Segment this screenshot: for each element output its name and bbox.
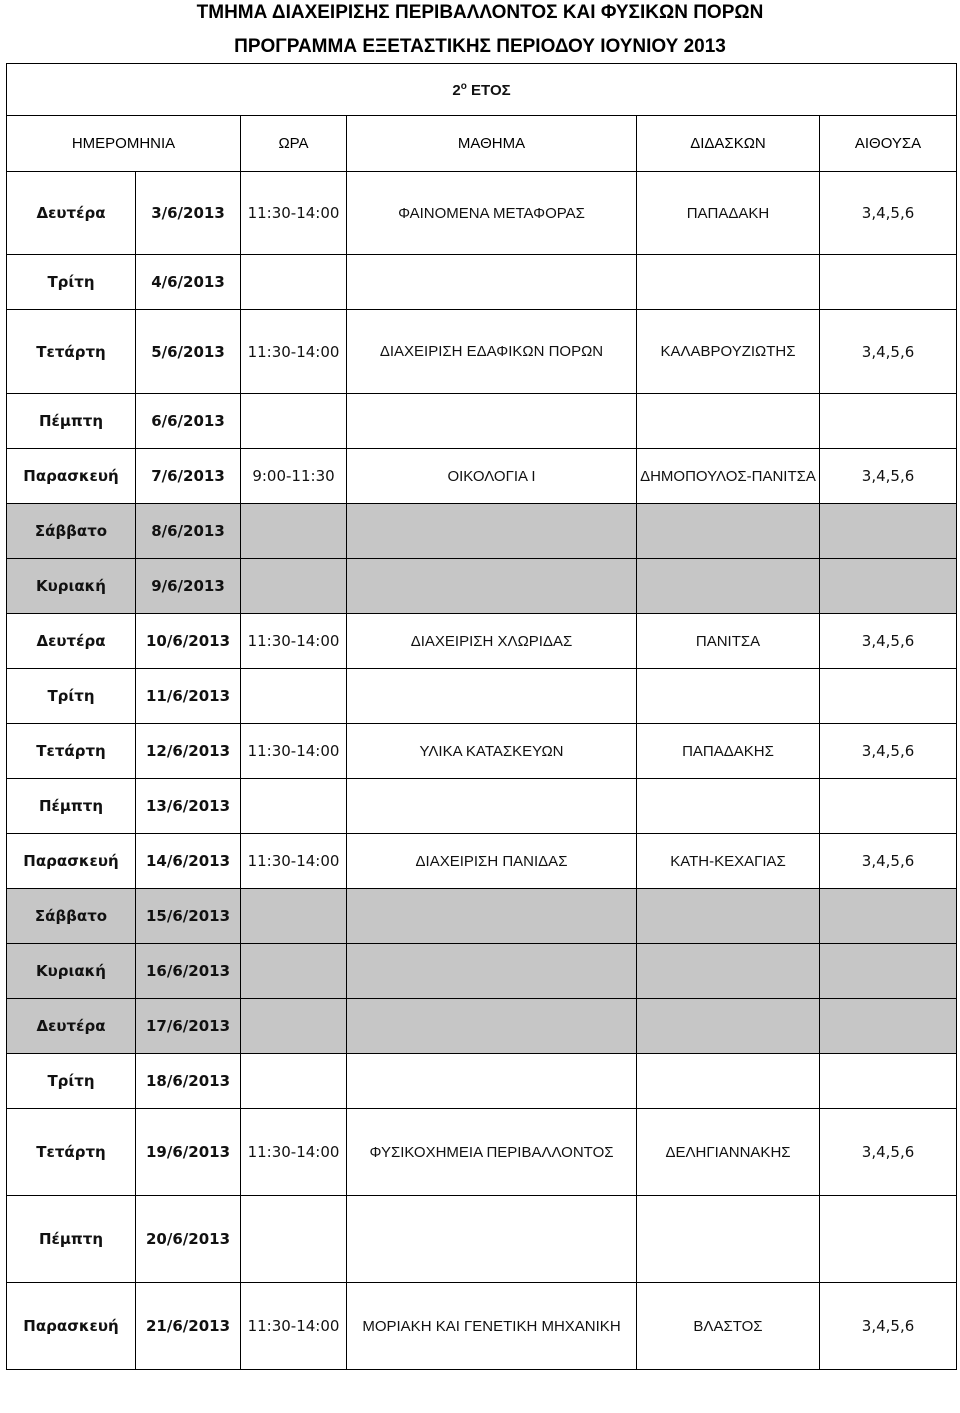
course-cell: ΦΥΣΙΚΟΧΗΜΕΙΑ ΠΕΡΙΒΑΛΛΟΝΤΟΣ	[347, 1109, 637, 1196]
room-cell: 3,4,5,6	[820, 1109, 957, 1196]
time-cell: 11:30-14:00	[241, 1283, 347, 1370]
room-cell	[820, 1054, 957, 1109]
table-row	[7, 559, 957, 614]
course-cell: ΔΙΑΧΕΙΡΙΣΗ ΕΔΑΦΙΚΩΝ ΠΟΡΩΝ	[347, 310, 637, 394]
course-cell	[347, 889, 637, 944]
course-cell: ΥΛΙΚΑ ΚΑΤΑΣΚΕΥΩΝ	[347, 724, 637, 779]
room-cell	[820, 255, 957, 310]
time-cell	[241, 889, 347, 944]
course-cell	[347, 669, 637, 724]
room-cell: 3,4,5,6	[820, 834, 957, 889]
table-row	[7, 394, 957, 449]
course-cell: ΟΙΚΟΛΟΓΙΑ Ι	[347, 449, 637, 504]
day-cell: Παρασκευή	[7, 834, 136, 889]
year-number: 2	[452, 81, 461, 99]
time-cell	[241, 559, 347, 614]
room-cell: 3,4,5,6	[820, 614, 957, 669]
day-cell: Κυριακή	[7, 559, 136, 614]
room-cell: 3,4,5,6	[820, 172, 957, 255]
time-cell: 11:30-14:00	[241, 172, 347, 255]
date-cell: 18/6/2013	[136, 1054, 241, 1109]
table-row	[7, 999, 957, 1054]
teacher-cell	[637, 1054, 820, 1109]
course-cell	[347, 504, 637, 559]
room-cell	[820, 944, 957, 999]
course-cell: ΦΑΙΝΟΜΕΝΑ ΜΕΤΑΦΟΡΑΣ	[347, 172, 637, 255]
teacher-cell: ΚΑΛΑΒΡΟΥΖΙΩΤΗΣ	[637, 310, 820, 394]
date-cell: 12/6/2013	[136, 724, 241, 779]
table-row	[7, 1196, 957, 1283]
day-cell: Σάββατο	[7, 889, 136, 944]
teacher-cell: ΠΑΠΑΔΑΚΗΣ	[637, 724, 820, 779]
room-cell	[820, 669, 957, 724]
date-cell: 6/6/2013	[136, 394, 241, 449]
date-cell: 13/6/2013	[136, 779, 241, 834]
time-cell	[241, 1054, 347, 1109]
exam-schedule-table	[6, 63, 957, 1370]
teacher-cell: ΔΕΛΗΓΙΑΝΝΑΚΗΣ	[637, 1109, 820, 1196]
table-row	[7, 1054, 957, 1109]
table-row	[7, 669, 957, 724]
date-cell: 5/6/2013	[136, 310, 241, 394]
time-cell: 11:30-14:00	[241, 834, 347, 889]
table-row	[7, 449, 957, 504]
time-cell: 11:30-14:00	[241, 724, 347, 779]
teacher-cell	[637, 504, 820, 559]
year-label: ΕΤΟΣ	[471, 81, 511, 99]
course-cell	[347, 1054, 637, 1109]
table-row	[7, 834, 957, 889]
teacher-cell	[637, 559, 820, 614]
room-cell: 3,4,5,6	[820, 1283, 957, 1370]
table-row	[7, 889, 957, 944]
header-teacher: ΔΙΔΑΣΚΩΝ	[637, 116, 820, 172]
room-cell	[820, 394, 957, 449]
teacher-cell	[637, 779, 820, 834]
table-row	[7, 1109, 957, 1196]
teacher-cell: ΠΑΝΙΤΣΑ	[637, 614, 820, 669]
date-cell: 15/6/2013	[136, 889, 241, 944]
table-row	[7, 779, 957, 834]
room-cell	[820, 504, 957, 559]
day-cell: Δευτέρα	[7, 172, 136, 255]
room-cell	[820, 1196, 957, 1283]
date-cell: 20/6/2013	[136, 1196, 241, 1283]
teacher-cell	[637, 889, 820, 944]
time-cell	[241, 669, 347, 724]
program-title: ΠΡΟΓΡΑΜΜΑ ΕΞΕΤΑΣΤΙΚΗΣ ΠΕΡΙΟΔΟΥ ΙΟΥΝΙΟΥ 2013	[234, 36, 726, 57]
date-cell: 7/6/2013	[136, 449, 241, 504]
teacher-cell	[637, 255, 820, 310]
room-cell: 3,4,5,6	[820, 724, 957, 779]
course-cell: ΔΙΑΧΕΙΡΙΣΗ ΧΛΩΡΙΔΑΣ	[347, 614, 637, 669]
course-cell	[347, 559, 637, 614]
header-course: ΜΑΘΗΜΑ	[347, 116, 637, 172]
date-cell: 4/6/2013	[136, 255, 241, 310]
year-row	[7, 64, 957, 116]
date-cell: 14/6/2013	[136, 834, 241, 889]
room-cell	[820, 779, 957, 834]
header-date: ΗΜΕΡΟΜΗΝΙΑ	[7, 116, 241, 172]
table-row	[7, 944, 957, 999]
day-cell: Πέμπτη	[7, 779, 136, 834]
teacher-cell: ΒΛΑΣΤΟΣ	[637, 1283, 820, 1370]
day-cell: Τρίτη	[7, 669, 136, 724]
time-cell: 11:30-14:00	[241, 1109, 347, 1196]
course-cell	[347, 779, 637, 834]
day-cell: Κυριακή	[7, 944, 136, 999]
table-row	[7, 172, 957, 255]
time-cell	[241, 1196, 347, 1283]
column-header-row	[7, 116, 957, 172]
header-time: ΩΡΑ	[241, 116, 347, 172]
course-cell: ΔΙΑΧΕΙΡΙΣΗ ΠΑΝΙΔΑΣ	[347, 834, 637, 889]
teacher-cell	[637, 999, 820, 1054]
teacher-cell	[637, 394, 820, 449]
table-row	[7, 1283, 957, 1370]
date-cell: 10/6/2013	[136, 614, 241, 669]
date-cell: 19/6/2013	[136, 1109, 241, 1196]
date-cell: 8/6/2013	[136, 504, 241, 559]
year-ordinal: ο	[460, 80, 467, 92]
room-cell	[820, 889, 957, 944]
day-cell: Τρίτη	[7, 1054, 136, 1109]
course-cell: ΜΟΡΙΑΚΗ ΚΑΙ ΓΕΝΕΤΙΚΗ ΜΗΧΑΝΙΚΗ	[347, 1283, 637, 1370]
teacher-cell	[637, 944, 820, 999]
time-cell: 9:00-11:30	[241, 449, 347, 504]
time-cell	[241, 504, 347, 559]
course-cell	[347, 999, 637, 1054]
day-cell: Παρασκευή	[7, 449, 136, 504]
header-room: ΑΙΘΟΥΣΑ	[820, 116, 957, 172]
day-cell: Τρίτη	[7, 255, 136, 310]
day-cell: Τετάρτη	[7, 1109, 136, 1196]
teacher-cell: ΠΑΠΑΔΑΚΗ	[637, 172, 820, 255]
table-row	[7, 724, 957, 779]
date-cell: 3/6/2013	[136, 172, 241, 255]
day-cell: Δευτέρα	[7, 614, 136, 669]
course-cell	[347, 1196, 637, 1283]
day-cell: Παρασκευή	[7, 1283, 136, 1370]
teacher-cell	[637, 1196, 820, 1283]
time-cell: 11:30-14:00	[241, 310, 347, 394]
teacher-cell: ΚΑΤΗ-ΚΕΧΑΓΙΑΣ	[637, 834, 820, 889]
course-cell	[347, 255, 637, 310]
room-cell	[820, 999, 957, 1054]
day-cell: Τετάρτη	[7, 724, 136, 779]
time-cell	[241, 999, 347, 1054]
day-cell: Δευτέρα	[7, 999, 136, 1054]
room-cell	[820, 559, 957, 614]
room-cell: 3,4,5,6	[820, 449, 957, 504]
table-row	[7, 255, 957, 310]
department-title: ΤΜΗΜΑ ΔΙΑΧΕΙΡΙΣΗΣ ΠΕΡΙΒΑΛΛΟΝΤΟΣ ΚΑΙ ΦΥΣΙΚΩΝ ΠΟΡΩΝ	[196, 2, 764, 23]
day-cell: Πέμπτη	[7, 1196, 136, 1283]
teacher-cell: ΔΗΜΟΠΟΥΛΟΣ-ΠΑΝΙΤΣΑ	[637, 449, 820, 504]
course-cell	[347, 394, 637, 449]
date-cell: 21/6/2013	[136, 1283, 241, 1370]
table-row	[7, 504, 957, 559]
time-cell	[241, 255, 347, 310]
year-cell	[7, 64, 957, 116]
time-cell: 11:30-14:00	[241, 614, 347, 669]
table-row	[7, 310, 957, 394]
date-cell: 16/6/2013	[136, 944, 241, 999]
day-cell: Πέμπτη	[7, 394, 136, 449]
day-cell: Τετάρτη	[7, 310, 136, 394]
time-cell	[241, 944, 347, 999]
time-cell	[241, 394, 347, 449]
room-cell: 3,4,5,6	[820, 310, 957, 394]
time-cell	[241, 779, 347, 834]
date-cell: 17/6/2013	[136, 999, 241, 1054]
date-cell: 9/6/2013	[136, 559, 241, 614]
day-cell: Σάββατο	[7, 504, 136, 559]
date-cell: 11/6/2013	[136, 669, 241, 724]
course-cell	[347, 944, 637, 999]
teacher-cell	[637, 669, 820, 724]
table-row	[7, 614, 957, 669]
